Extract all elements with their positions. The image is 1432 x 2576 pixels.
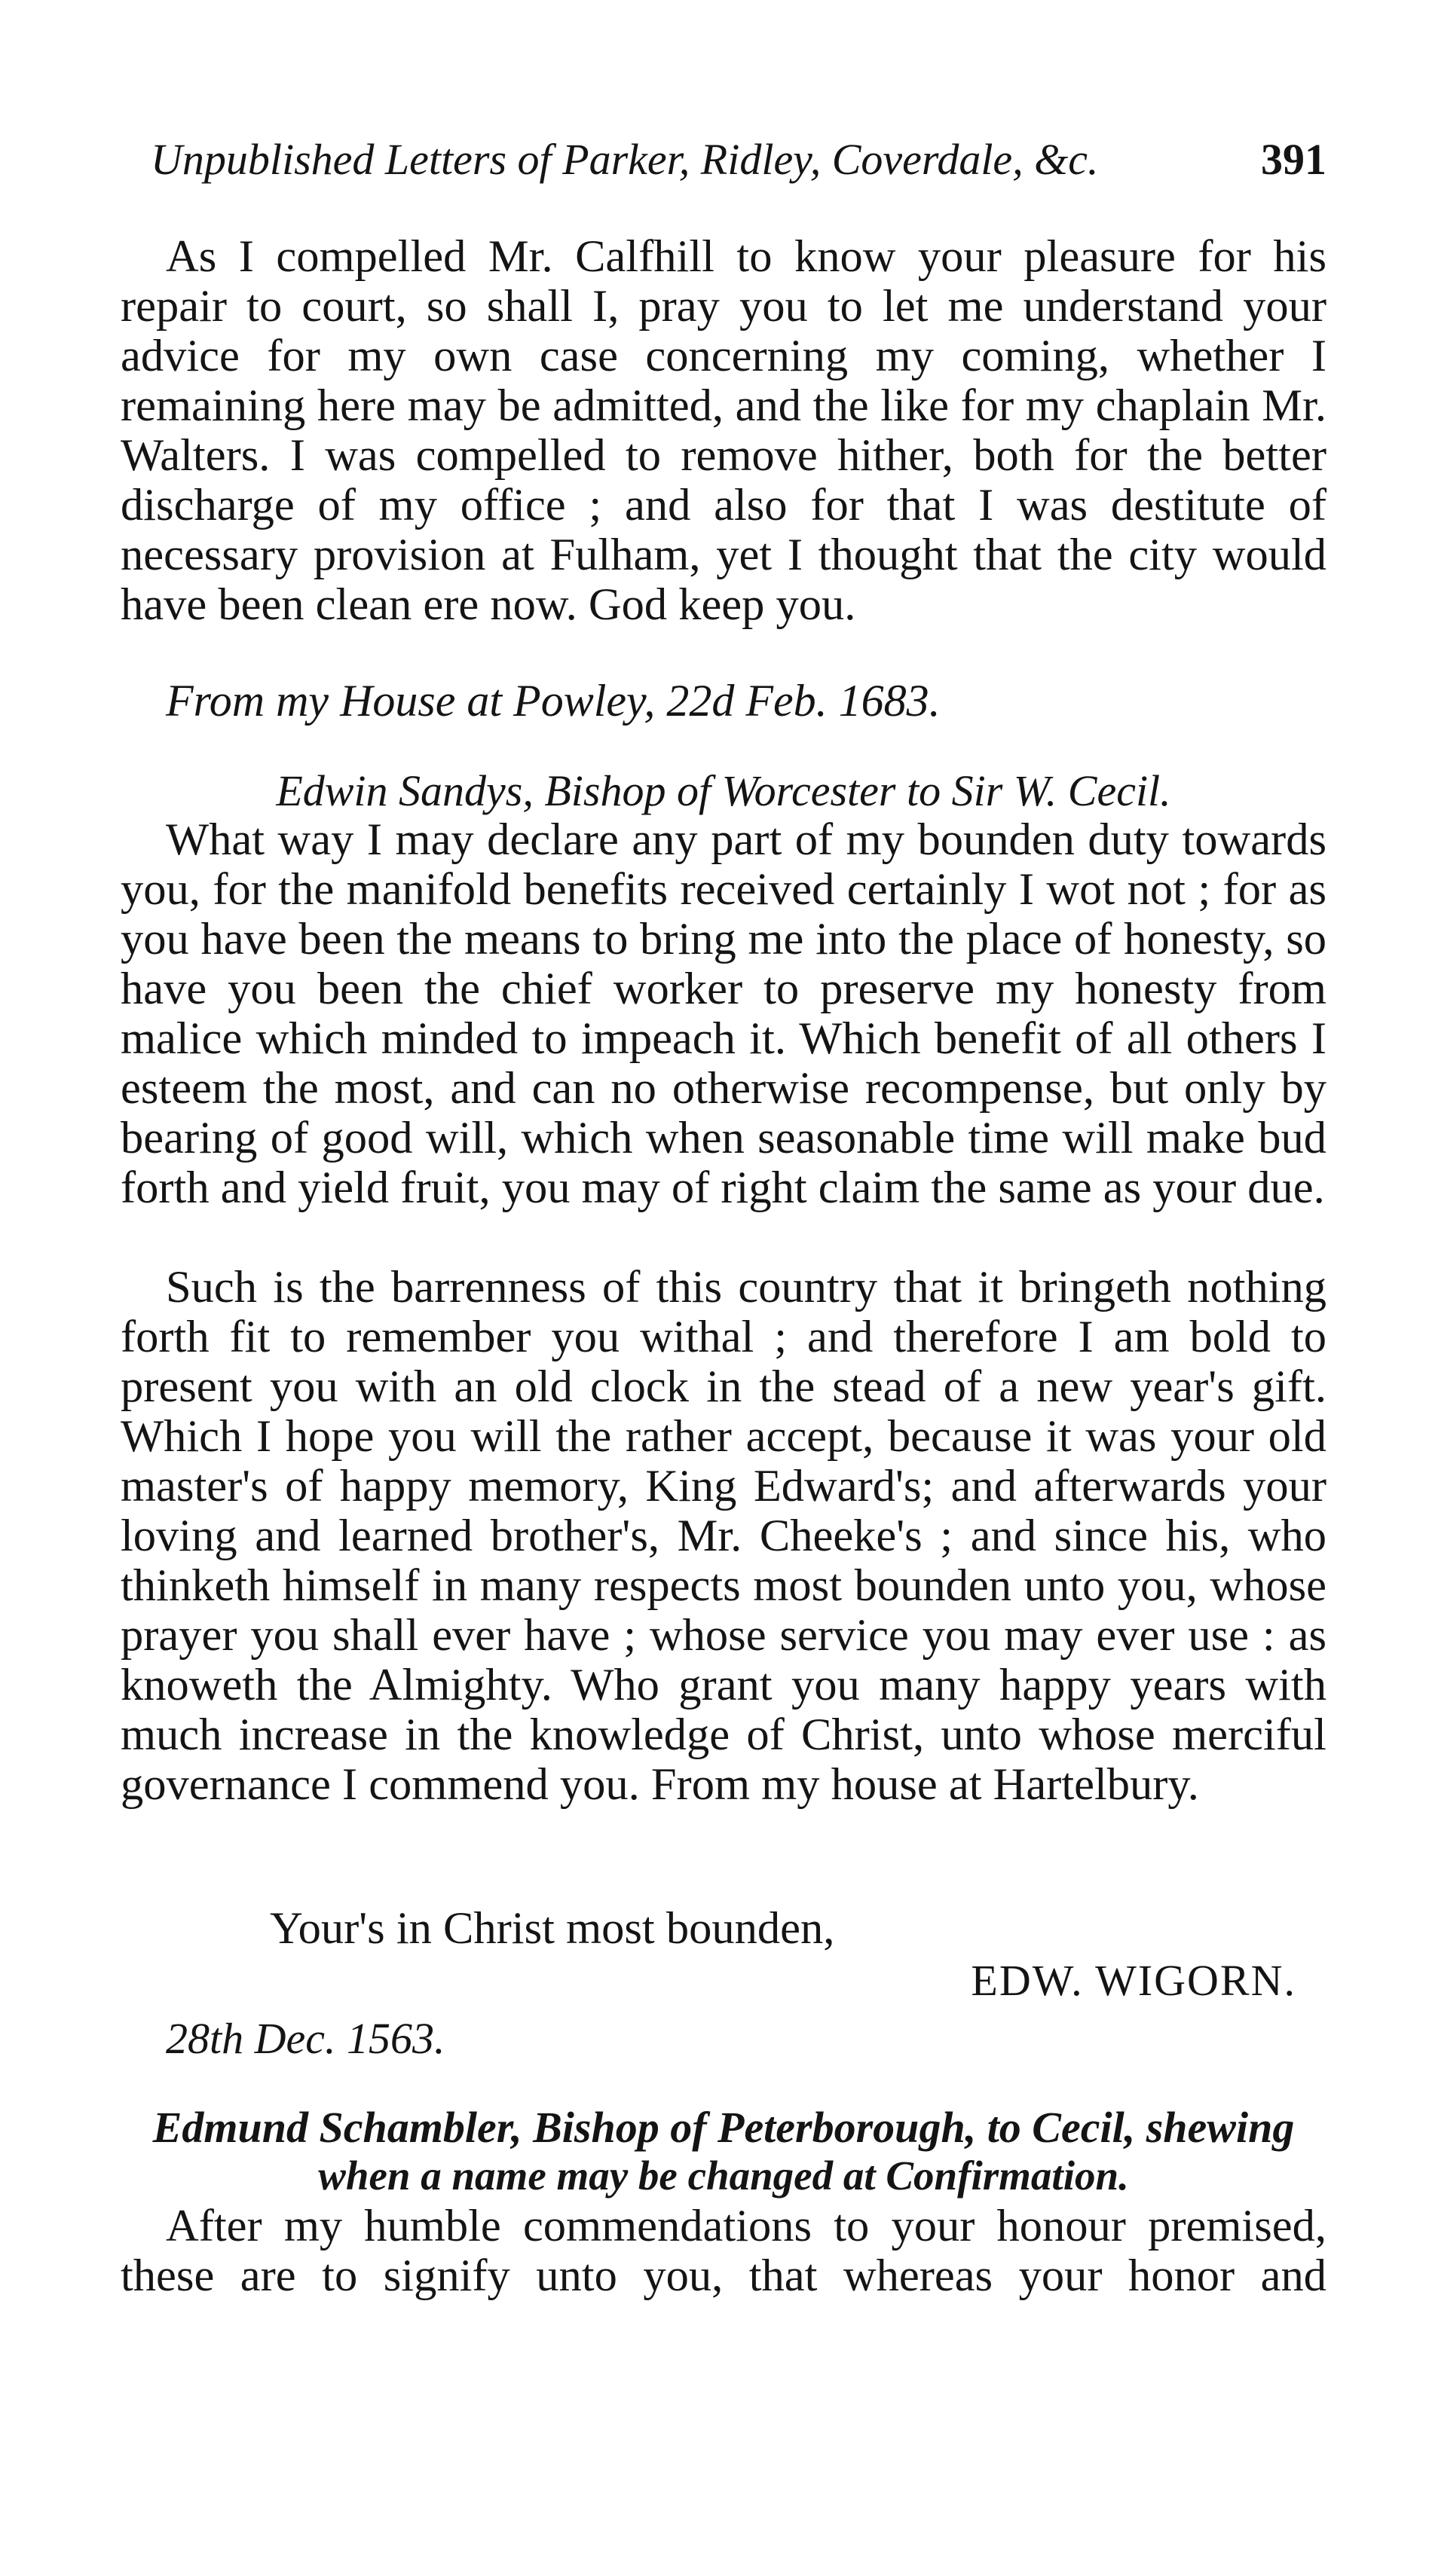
letter-sandys-closing: Your's in Christ most bounden, [270,1903,835,1954]
letter-sandys-dateline: 28th Dec. 1563. [166,2014,445,2063]
letter-schambler-line-2: these are to signify unto you, that whereas your honor and [121,2251,1326,2301]
running-title: Unpublished Letters of Parker, Ridley, Coverdale, &c. [151,135,1099,184]
running-header [151,134,1326,202]
letter-sandys-heading: Edwin Sandys, Bishop of Worcester to Sir W. Cecil. [276,766,1171,815]
letter-schambler-heading-line-2: when a name may be changed at Confirmation. [318,2153,1129,2199]
letter-schambler-heading-line-1: Edmund Schambler, Bishop of Peterborough, to Cecil, shewing [152,2103,1295,2152]
letter-parker-dateline: From my House at Powley, 22d Feb. 1683. [166,676,941,726]
page-number: 391 [1261,135,1326,184]
letter-schambler-line-1: After my humble commendations to your honour premised, [166,2201,1326,2251]
letter-sandys-paragraph-2: Such is the barrenness of this country that it bringeth nothing forth fit to remember you withal ; and therefore I am bold to present you with an old clock in the stead of a new year's gift. Which I hope you will the rather accept, because it was your old master's of happy memory, King Edward's; and afterwards your loving and learned brother's, Mr. Cheeke's ; and since his, who thinketh himself in many respects most bounden unto you, whose prayer you shall ever have ; whose service you may ever use : as knoweth the Almighty. Who grant you many happy years with much increase in the knowledge of Christ, unto whose merciful governance I commend you. From my house at Hartelbury. [121,1262,1326,1810]
letter-sandys-signature: EDW. WIGORN. [971,1956,1296,2005]
letter-schambler-text [121,2202,1326,2301]
letter-parker-paragraph: As I compelled Mr. Calfhill to know your pleasure for his repair to court, so shall I, pray you to let me understand your advice for my own case concerning my coming, whether I remaining here may be admitted, and the like for my chaplain Mr. Walters. I was compelled to remove hither, both for the better discharge of my office ; and also for that I was destitute of necessary provision at Fulham, yet I thought that the city would have been clean ere now. God keep you. [121,231,1326,630]
letter-sandys-paragraph-1: What way I may declare any part of my bounden duty towards you, for the manifold benefits received certainly I wot not ; for as you have been the means to bring me into the place of honesty, so have you been the chief worker to preserve my honesty from malice which minded to impeach it. Which benefit of all others I esteem the most, and can no otherwise recompense, but only by bearing of good will, which when seasonable time will make bud forth and yield fruit, you may of right claim the same as your due. [121,814,1326,1213]
